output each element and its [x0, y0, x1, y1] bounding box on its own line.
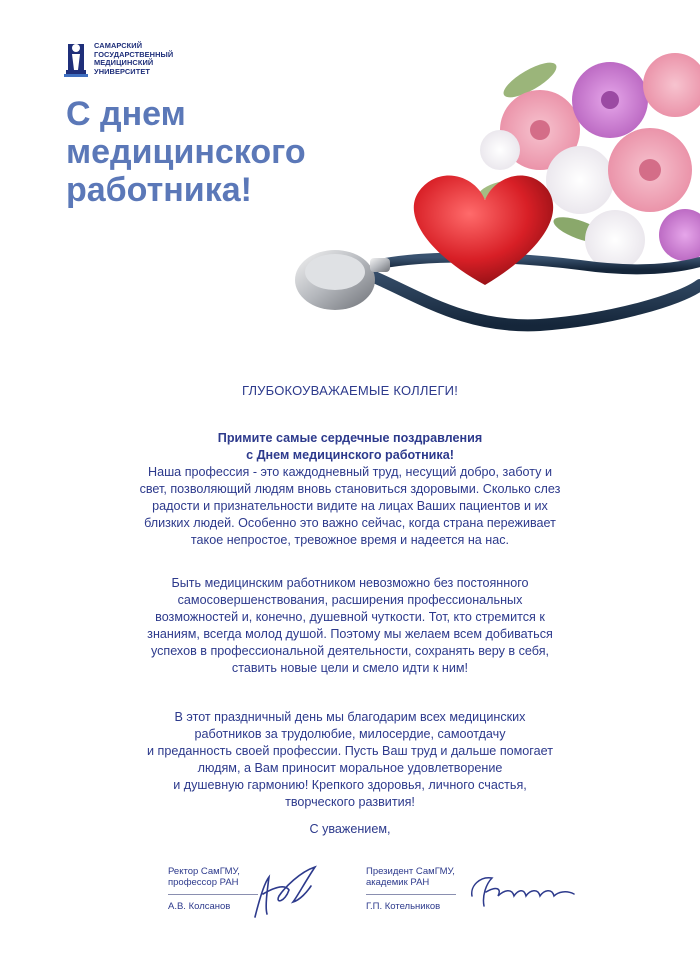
- handwritten-signature-rector: [245, 862, 325, 922]
- paragraph-congratulations: Примите самые сердечные поздравления с Днем медицинского работника! Наша профессия - это каждодневный труд, несущий добро, заботу и свет, позволяющий людям вновь становиться здоровыми. Сколько слез радости и признательности видите на лицах Ваших пациентов и их близких людей. Особенно это важно сейчас, когда страна переживает такое непростое, тревожное время и надеется на нас.: [139, 431, 561, 547]
- signer-name: Г.П. Котельников: [366, 901, 441, 912]
- signer-title: Президент СамГМУ,: [366, 866, 455, 877]
- signature-line: [366, 894, 456, 895]
- regards-line: С уважением,: [309, 822, 391, 836]
- signer-name: А.В. Колсанов: [168, 901, 231, 912]
- signer-degree: профессор РАН: [168, 877, 239, 888]
- greeting-heading: ГЛУБОКОУВАЖАЕМЫЕ КОЛЛЕГИ!: [241, 383, 459, 398]
- handwritten-signature-president: [462, 866, 582, 916]
- page-title: С днем медицинского работника!: [66, 95, 306, 209]
- university-name: САМАРСКИЙ ГОСУДАРСТВЕННЫЙ МЕДИЦИНСКИЙ УНИВЕРСИТЕТ: [94, 41, 174, 76]
- signature-block-president: [366, 866, 456, 912]
- paragraph-self-improvement: Быть медицинским работником невозможно без постоянного самосовершенствования, расширения профессиональных возможностей и, конечно, душевной чуткости. Тот, кто стремится к знаниям, всегда молод душой. Поэтому мы желаем всем добиваться успехов в профессиональной деятельности, сохранять веру в себя, ставить новые цели и смело идти к ним!: [147, 576, 553, 675]
- flowers-heart-stethoscope-illustration: [280, 40, 700, 360]
- university-emblem-icon: [64, 40, 90, 84]
- signer-degree: академик РАН: [366, 877, 430, 888]
- signer-title: Ректор СамГМУ,: [168, 866, 240, 877]
- university-logo: [64, 40, 204, 84]
- paragraph-gratitude: В этот праздничный день мы благодарим всех медицинских работников за трудолюбие, милосердие, самоотдачу и преданность своей профессии. Пусть Ваш труд и дальше помогает людям, а Вам приносит моральное удовлетворение и душевную гармонию! Крепкого здоровья, личного счастья, творческого развития!: [147, 710, 553, 809]
